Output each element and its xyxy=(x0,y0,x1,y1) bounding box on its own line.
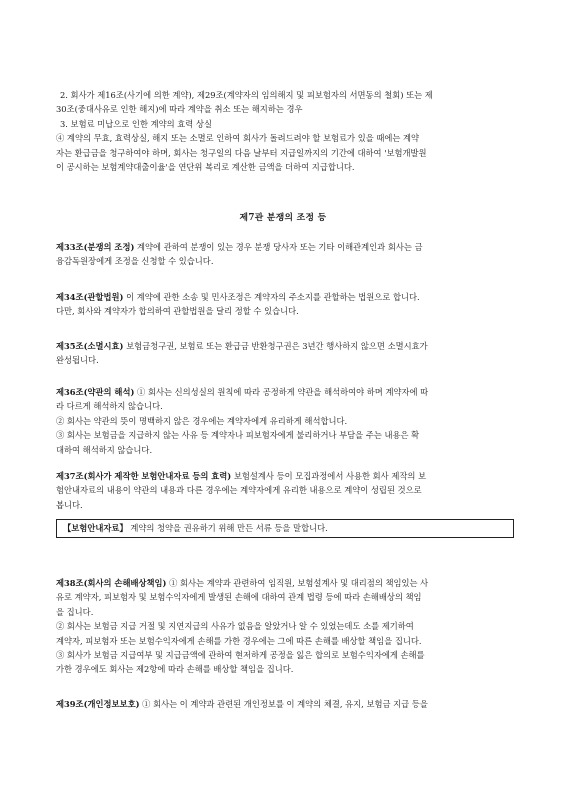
text-line: ④ 계약의 무효, 효력상실, 해지 또는 소멸로 인하여 회사가 돌려드려야 할 보험료가 있을 때에는 계약 xyxy=(56,133,420,144)
note-text: 계약의 청약을 권유하기 위해 만든 서류 등을 말합니다. xyxy=(127,523,328,533)
text-line: 을 집니다. xyxy=(56,606,94,617)
article-heading: 제35조(소멸시효) xyxy=(56,341,124,351)
text-line: 다만, 회사와 계약자가 합의하여 관할법원을 달리 정할 수 있습니다. xyxy=(56,306,299,317)
article-heading: 제34조(관할법원) xyxy=(56,292,124,302)
article-heading: 제38조(회사의 손해배상책임) xyxy=(56,578,167,588)
article-39 xyxy=(56,697,514,711)
text-line: ② 회사는 보험금 지급 거절 및 지연지급의 사유가 없음을 알았거나 알 수 있었는데도 소를 제기하여 xyxy=(56,621,414,632)
text-line: 완성됩니다. xyxy=(56,355,99,366)
info-note-box xyxy=(56,519,514,538)
text-line: 봅니다. xyxy=(56,499,83,510)
article-text: ① 회사는 이 계약과 관련된 개인정보를 이 계약의 체결, 유지, 보험금 지급 등을 xyxy=(139,699,428,709)
article-35 xyxy=(56,339,514,368)
text-line: 대하여 해석하지 않습니다. xyxy=(56,444,153,455)
article-text: 보험설계사 등이 모집과정에서 사용한 회사 제작의 보 xyxy=(231,471,427,481)
text-line: 라 다르게 해석하지 않습니다. xyxy=(56,401,163,412)
article-heading: 제37조(회사가 제작한 보험안내자료 등의 효력) xyxy=(56,471,232,481)
text-line: 자는 환급금을 청구하여야 하며, 회사는 청구일의 다음 날부터 지급일까지의 기간에 대하여 '보험개발원 xyxy=(56,147,427,158)
article-34 xyxy=(56,290,514,319)
article-38 xyxy=(56,576,514,677)
text-line: 유로 계약자, 피보험자 및 보험수익자에게 발생된 손해에 대하여 관계 법령 등에 따라 손해배상의 책임 xyxy=(56,592,422,603)
text-line: ② 회사는 약관의 뜻이 명백하지 않은 경우에는 계약자에게 유리하게 해석합니다. xyxy=(56,415,348,426)
article-text: ① 회사는 계약과 관련하여 임직원, 보험설계사 및 대리점의 책임있는 사 xyxy=(166,578,429,588)
text-line: 계약자, 피보험자 또는 보험수익자에게 손해를 가한 경우에는 그에 따른 손해를 배상할 책임을 집니다. xyxy=(56,635,422,646)
text-line: 험안내자료의 내용이 약관의 내용과 다른 경우에는 계약자에게 유리한 내용으로 계약이 성립된 것으로 xyxy=(56,485,422,496)
text-line: ③ 회사는 보험금을 지급하지 않는 사유 등 계약자나 피보험자에게 불리하거나 부담을 주는 내용은 확 xyxy=(56,430,420,441)
text-line: 가한 경우에도 회사는 제2항에 따라 손해를 배상할 책임을 집니다. xyxy=(56,664,294,675)
article-heading: 제36조(약관의 해석) xyxy=(56,387,135,397)
intro-paragraph xyxy=(56,88,514,174)
article-text: 이 계약에 관한 소송 및 민사조정은 계약자의 주소지를 관할하는 법원으로 합니다. xyxy=(123,292,420,302)
article-text: 계약에 관하여 분쟁이 있는 경우 분쟁 당사자 또는 기타 이해관계인과 회사는 금 xyxy=(134,242,423,252)
text-line: 2. 회사가 제16조(사기에 의한 계약), 제29조(계약자의 임의해지 및 피보험자의 서면동의 철회) 또는 제 xyxy=(60,90,433,100)
text-line: ③ 회사가 보험금 지급여부 및 지급금액에 관하여 현저하게 공정을 잃은 합의로 보험수익자에게 손해를 xyxy=(56,650,425,661)
text-line: 이 공시하는 보험계약대출이율'을 연단위 복리로 계산한 금액을 더하여 지급합니다. xyxy=(56,162,355,173)
text-line: 3. 보험료 미납으로 인한 계약의 효력 상실 xyxy=(60,118,212,129)
text-line: 30조(중대사유로 인한 해지)에 따라 계약을 취소 또는 해지하는 경우 xyxy=(56,104,303,115)
article-text: 보험금청구권, 보험료 또는 환급금 반환청구권은 3년간 행사하지 않으면 소멸시효가 xyxy=(123,341,428,351)
note-title: 【보험안내자료】 xyxy=(63,523,128,533)
article-36 xyxy=(56,385,514,457)
article-heading: 제33조(분쟁의 조정) xyxy=(56,242,135,252)
article-37 xyxy=(56,469,514,512)
article-33 xyxy=(56,240,514,269)
article-text: ① 회사는 신의성실의 원칙에 따라 공정하게 약관을 해석하여야 하며 계약자에 따 xyxy=(134,387,429,397)
text-line: 융감독원장에게 조정을 신청할 수 있습니다. xyxy=(56,256,214,267)
article-heading: 제39조(개인정보보호) xyxy=(56,699,140,709)
section-title: 제7관 분쟁의 조정 등 xyxy=(239,213,327,223)
